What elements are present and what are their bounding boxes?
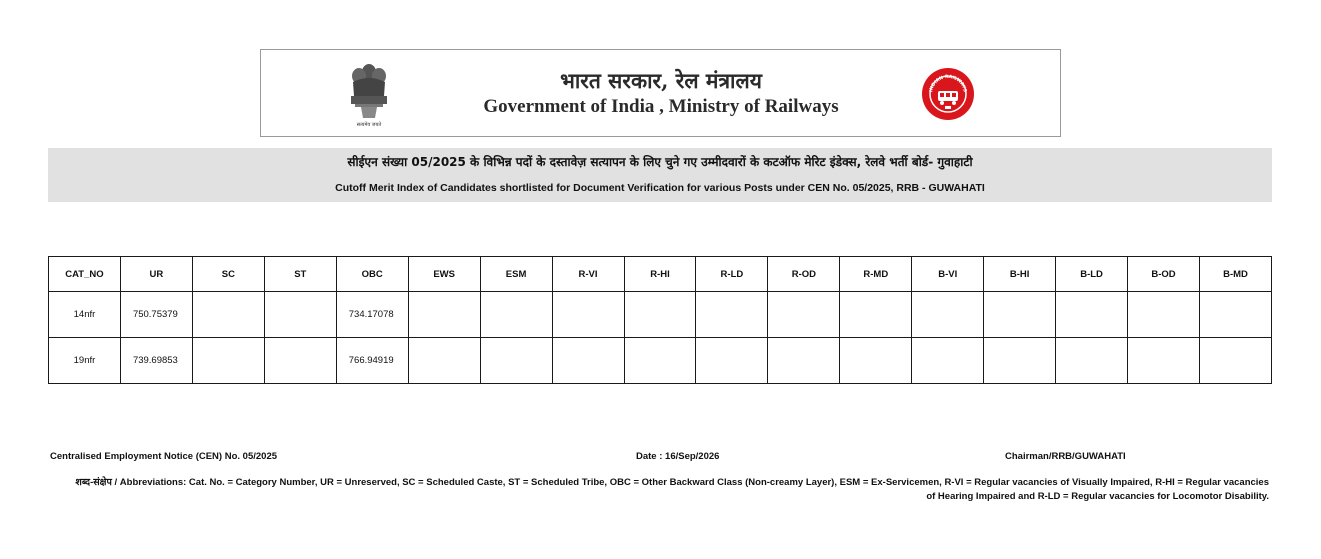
cell-obc: 734.17078 (336, 292, 408, 338)
cell-b-od (1128, 292, 1200, 338)
cell-b-hi (984, 292, 1056, 338)
abbreviations-line-1: शब्द-संक्षेप / Abbreviations: Cat. No. = Category Number, UR = Unreserved, SC = Scheduled Caste, ST = Scheduled Tribe, OBC = Other Backward Class (Non-creamy Layer), ESM = Ex-Servicemen, R-VI = Regular vacancies of Visually Impaired, R-HI = Regular vacancies (75, 477, 1269, 488)
column-header-r-od: R-OD (768, 257, 840, 292)
cell-obc: 766.94919 (336, 338, 408, 384)
cell-b-md (1200, 292, 1272, 338)
column-header-b-ld: B-LD (1056, 257, 1128, 292)
cell-b-od (1128, 338, 1200, 384)
cell-b-vi (912, 338, 984, 384)
abbreviations-line-2: of Hearing Impaired and R-LD = Regular vacancies for Locomotor Disability. (926, 491, 1269, 502)
cell-b-md (1200, 338, 1272, 384)
table-header-row (49, 257, 1272, 292)
cell-st (264, 292, 336, 338)
column-header-r-vi: R-VI (552, 257, 624, 292)
column-header-b-vi: B-VI (912, 257, 984, 292)
cen-number: Centralised Employment Notice (CEN) No. 05/2025 (50, 451, 278, 462)
emblem-caption: सत्यमेव जयते (356, 122, 382, 128)
cell-r-od (768, 292, 840, 338)
cell-b-vi (912, 292, 984, 338)
table-row (49, 338, 1272, 384)
column-header-obc: OBC (336, 257, 408, 292)
cell-b-ld (1056, 338, 1128, 384)
column-header-b-hi: B-HI (984, 257, 1056, 292)
column-header-ur: UR (120, 257, 192, 292)
cell-b-hi (984, 338, 1056, 384)
cell-ews (408, 338, 480, 384)
cell-cat-no: 14nfr (49, 292, 121, 338)
cell-b-ld (1056, 292, 1128, 338)
letterhead-titles (401, 68, 921, 120)
cell-ews (408, 292, 480, 338)
cell-r-hi (624, 338, 696, 384)
title-english: Government of India , Ministry of Railways (483, 96, 839, 117)
cell-r-vi (552, 338, 624, 384)
indian-railways-logo-icon (921, 67, 975, 121)
cell-cat-no: 19nfr (49, 338, 121, 384)
national-emblem-icon (347, 60, 391, 130)
column-header-r-ld: R-LD (696, 257, 768, 292)
column-header-esm: ESM (480, 257, 552, 292)
notice-banner (48, 148, 1272, 202)
cell-sc (192, 338, 264, 384)
cell-ur: 750.75379 (120, 292, 192, 338)
logo-text: INDIAN RAILWAYS (929, 74, 967, 93)
column-header-r-md: R-MD (840, 257, 912, 292)
title-hindi: भारत सरकार, रेल मंत्रालय (560, 68, 762, 93)
cell-st (264, 338, 336, 384)
notice-heading-hindi: सीईएन संख्या 05/2025 के विभिन्न पदों के दस्तावेज़ सत्यापन के लिए चुने गए उम्मीदवारों के कटऑफ मेरिट इंडेक्स, रेलवे भर्ती बोर्ड- गुवाहाटी (347, 155, 973, 169)
cell-r-hi (624, 292, 696, 338)
cell-r-ld (696, 292, 768, 338)
column-header-cat-no: CAT_NO (49, 257, 121, 292)
notice-date: Date : 16/Sep/2026 (636, 451, 720, 462)
cell-r-ld (696, 338, 768, 384)
cell-sc (192, 292, 264, 338)
abbreviations-note (54, 476, 1269, 504)
cell-esm (480, 338, 552, 384)
table-row (49, 292, 1272, 338)
column-header-r-hi: R-HI (624, 257, 696, 292)
column-header-b-od: B-OD (1128, 257, 1200, 292)
column-header-sc: SC (192, 257, 264, 292)
cell-ur: 739.69853 (120, 338, 192, 384)
column-header-b-md: B-MD (1200, 257, 1272, 292)
cell-r-md (840, 292, 912, 338)
cutoff-table (48, 256, 1272, 384)
cell-r-vi (552, 292, 624, 338)
chairman-signatory: Chairman/RRB/GUWAHATI (1005, 451, 1126, 462)
letterhead (260, 49, 1061, 137)
notice-heading-english: Cutoff Merit Index of Candidates shortlisted for Document Verification for various Posts under CEN No. 05/2025, RRB - GUWAHATI (335, 182, 985, 194)
column-header-st: ST (264, 257, 336, 292)
column-header-ews: EWS (408, 257, 480, 292)
cell-esm (480, 292, 552, 338)
cell-r-md (840, 338, 912, 384)
cell-r-od (768, 338, 840, 384)
